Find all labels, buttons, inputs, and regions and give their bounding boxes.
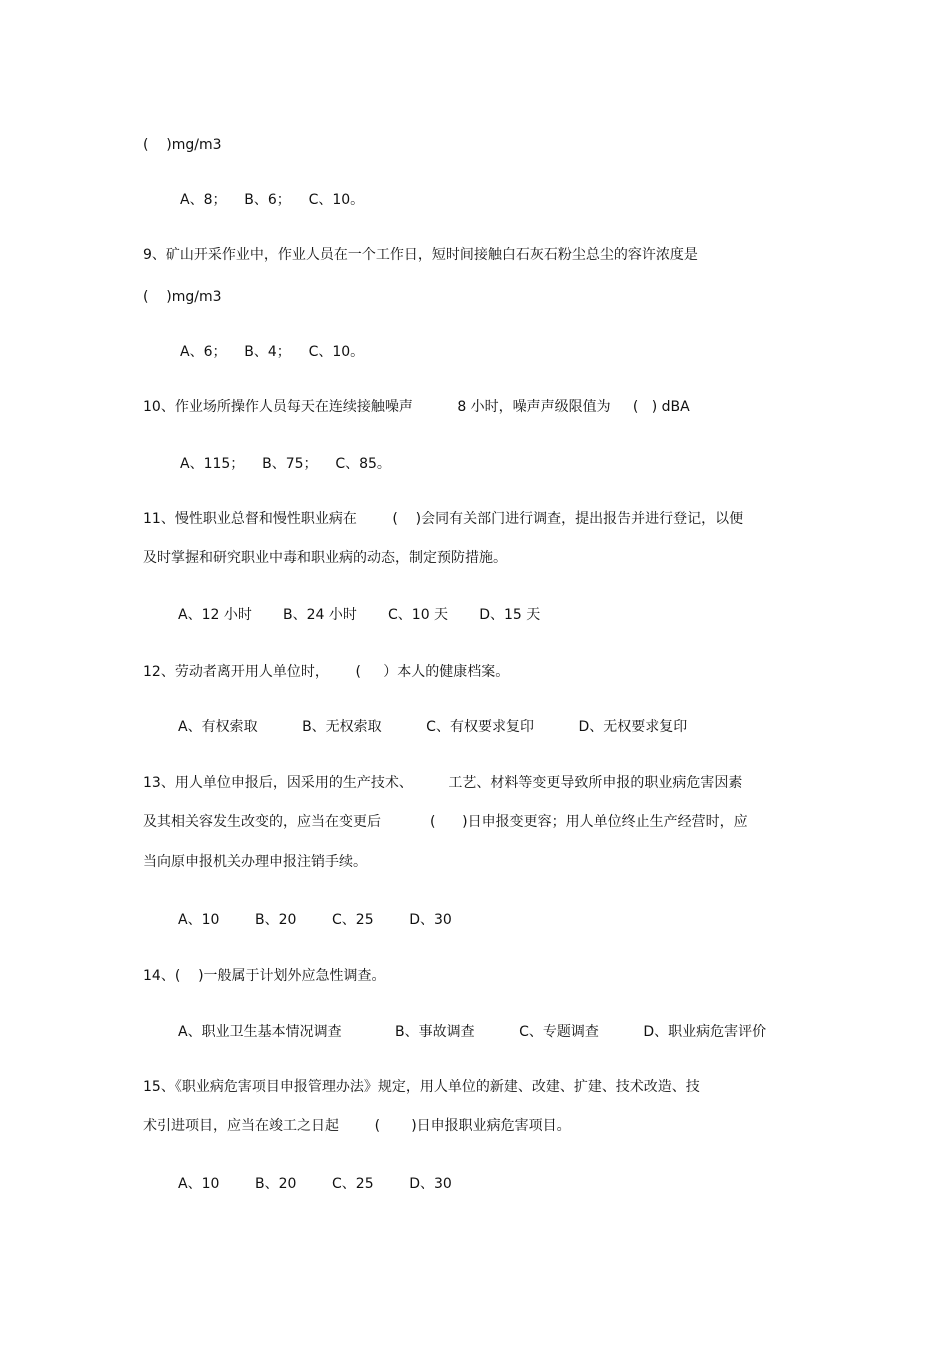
q10-question: 10、作业场所操作人员每天在连续接触噪声 8 小时，噪声声级限值为 ( ) dBA <box>143 399 690 415</box>
q15-question-line1: 15、《职业病危害项目申报管理办法》规定，用人单位的新建、改建、扩建、技术改造、技 <box>143 1079 700 1095</box>
q14-options: A、职业卫生基本情况调查 B、事故调查 C、专题调查 D、职业病危害评价 <box>178 1024 767 1040</box>
q15-question-line2: 术引进项目，应当在竣工之日起 ( )日申报职业病危害项目。 <box>143 1118 571 1134</box>
q14-question: 14、( )一般属于计划外应急性调查。 <box>143 968 386 984</box>
q9-options: A、6； B、4； C、10。 <box>180 344 365 360</box>
q13-question-line1: 13、用人单位申报后，因采用的生产技术、 工艺、材料等变更导致所申报的职业病危害因素 <box>143 775 743 791</box>
q11-options: A、12 小时 B、24 小时 C、10 天 D、15 天 <box>178 607 541 623</box>
q8-options: A、8； B、6； C、10。 <box>180 192 365 208</box>
q11-question-line2: 及时掌握和研究职业中毒和职业病的动态，制定预防措施。 <box>143 550 507 566</box>
q12-question: 12、劳动者离开用人单位时， ( ）本人的健康档案。 <box>143 664 510 680</box>
q13-options: A、10 B、20 C、25 D、30 <box>178 912 452 928</box>
q13-question-line2: 及其相关容发生改变的，应当在变更后 ( )日申报变更容；用人单位终止生产经营时，应 <box>143 814 748 830</box>
q8-unit-line: ( )mg/m3 <box>143 137 222 153</box>
q11-question-line1: 11、慢性职业总督和慢性职业病在 ( )会同有关部门进行调查，提出报告并进行登记，以便 <box>143 511 744 527</box>
q9-unit-line: ( )mg/m3 <box>143 289 222 305</box>
q10-options: A、115； B、75； C、85。 <box>180 456 391 472</box>
q9-question: 9、矿山开采作业中，作业人员在一个工作日，短时间接触白石灰石粉尘总尘的容许浓度是 <box>143 247 698 263</box>
q15-options: A、10 B、20 C、25 D、30 <box>178 1176 452 1192</box>
q13-question-line3: 当向原申报机关办理申报注销手续。 <box>143 854 367 870</box>
q12-options: A、有权索取 B、无权索取 C、有权要求复印 D、无权要求复印 <box>178 719 688 735</box>
